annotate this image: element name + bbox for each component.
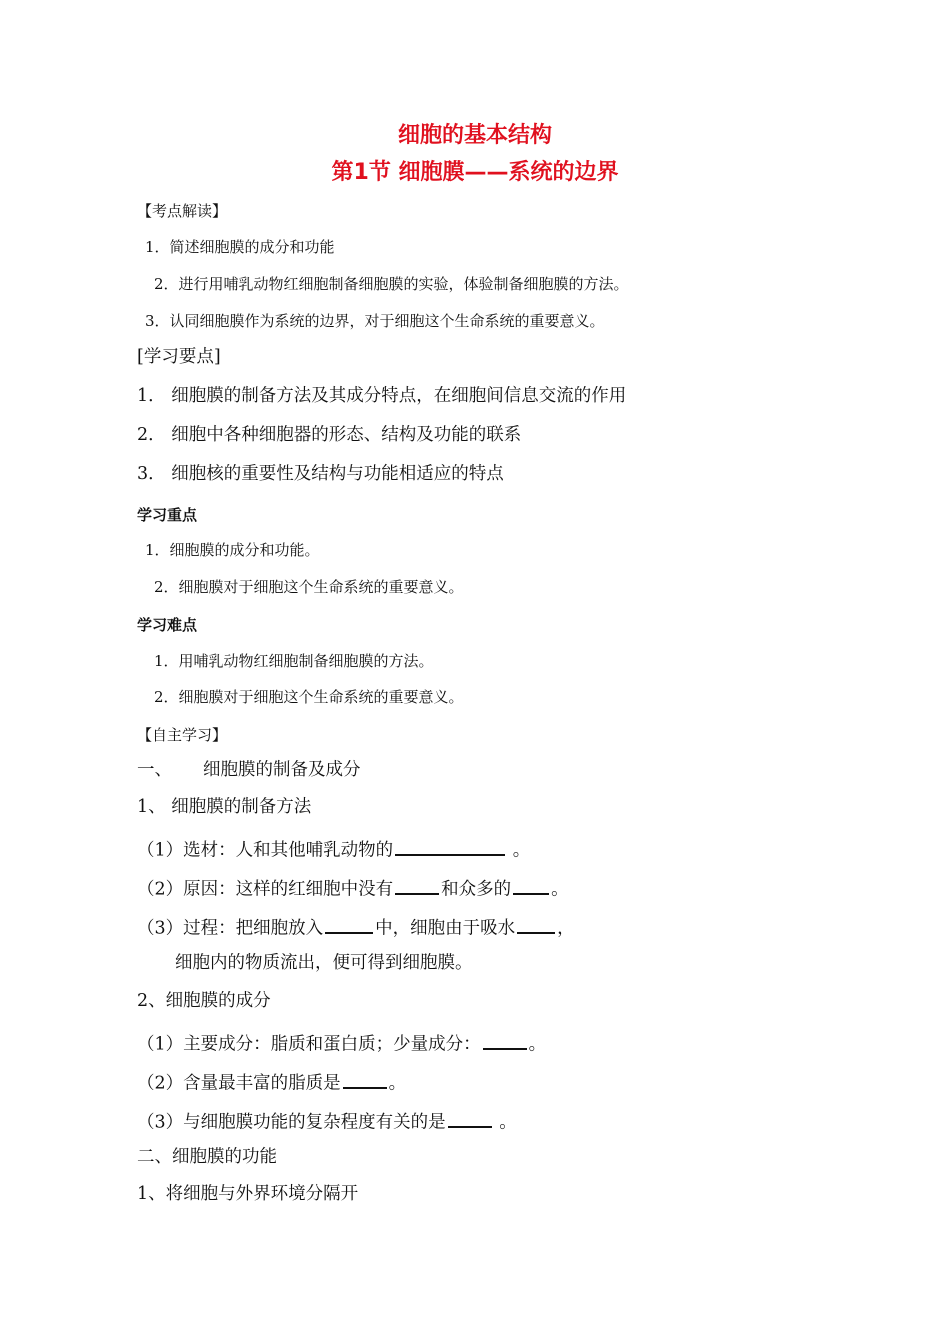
nandian-item: 2．细胞膜对于细胞这个生命系统的重要意义。 bbox=[154, 688, 464, 706]
kaodian-item: 3．认同细胞膜作为系统的边界，对于细胞这个生命系统的重要意义。 bbox=[145, 312, 605, 330]
zhongdian-heading: 学习重点 bbox=[137, 506, 198, 524]
nandian-item: 1．用哺乳动物红细胞制备细胞膜的方法。 bbox=[154, 652, 434, 670]
question-continuation: 细胞内的物质流出，便可得到细胞膜。 bbox=[175, 953, 473, 973]
answer-blank[interactable] bbox=[395, 875, 439, 895]
yaodian-item: 3． 细胞核的重要性及结构与功能相适应的特点 bbox=[137, 464, 504, 484]
question-line: （1）选材：人和其他哺乳动物的 。 bbox=[137, 836, 530, 862]
answer-blank[interactable] bbox=[343, 1069, 387, 1089]
question-line: （3）与细胞膜功能的复杂程度有关的是 。 bbox=[137, 1108, 517, 1134]
kaodian-item: 1．简述细胞膜的成分和功能 bbox=[145, 238, 335, 256]
question-line: （1）主要成分：脂质和蛋白质；少量成分： 。 bbox=[137, 1030, 546, 1056]
yaodian-item: 1． 细胞膜的制备方法及其成分特点，在细胞间信息交流的作用 bbox=[137, 386, 627, 406]
answer-blank[interactable] bbox=[517, 914, 555, 934]
subsection-heading: 2、细胞膜的成分 bbox=[137, 991, 271, 1011]
question-line: （2）含量最丰富的脂质是 。 bbox=[137, 1069, 406, 1095]
zhongdian-item: 1．细胞膜的成分和功能。 bbox=[145, 541, 320, 559]
kaodian-item: 2．进行用哺乳动物红细胞制备细胞膜的实验，体验制备细胞膜的方法。 bbox=[154, 275, 629, 293]
nandian-heading: 学习难点 bbox=[137, 616, 198, 634]
answer-blank[interactable] bbox=[448, 1108, 492, 1128]
subsection-heading: 1、 细胞膜的制备方法 bbox=[137, 797, 312, 817]
section-one-number: 一、 bbox=[137, 760, 172, 780]
section-one-title: 细胞膜的制备及成分 bbox=[203, 760, 361, 780]
question-line: （3）过程：把细胞放入 中，细胞由于吸水 ， bbox=[137, 914, 575, 940]
kaodian-heading: 【考点解读】 bbox=[137, 202, 228, 220]
answer-blank[interactable] bbox=[483, 1030, 527, 1050]
yaodian-item: 2． 细胞中各种细胞器的形态、结构及功能的联系 bbox=[137, 425, 522, 445]
zizhu-heading: 【自主学习】 bbox=[137, 726, 228, 744]
answer-blank[interactable] bbox=[325, 914, 373, 934]
page-subtitle: 第1节 细胞膜——系统的边界 bbox=[331, 160, 619, 185]
answer-blank[interactable] bbox=[513, 875, 549, 895]
zhongdian-item: 2．细胞膜对于细胞这个生命系统的重要意义。 bbox=[154, 578, 464, 596]
page-title: 细胞的基本结构 bbox=[397, 123, 552, 148]
yaodian-heading: [学习要点] bbox=[137, 347, 221, 367]
section-two-heading: 二、细胞膜的功能 bbox=[137, 1147, 277, 1167]
subsection-heading: 1、将细胞与外界环境分隔开 bbox=[137, 1184, 359, 1204]
answer-blank[interactable] bbox=[395, 836, 505, 856]
question-line: （2）原因：这样的红细胞中没有 和众多的 。 bbox=[137, 875, 569, 901]
